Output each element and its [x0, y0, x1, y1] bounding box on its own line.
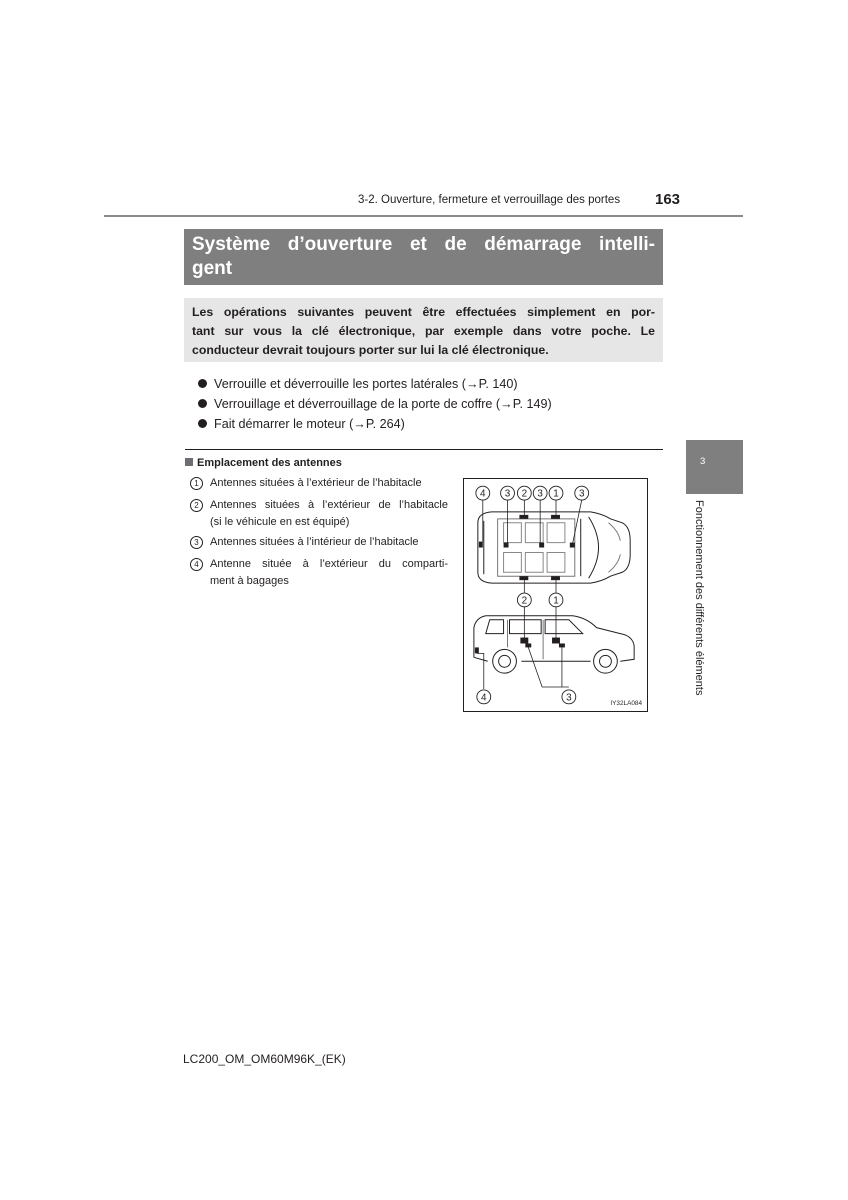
callout-number: 2: [521, 595, 528, 607]
page-title-line-2: gent: [192, 258, 233, 279]
chapter-number: 3: [700, 456, 706, 467]
diagram-middle-labels: [517, 593, 563, 607]
bullet-text: Verrouille et déverrouille les portes latérales (→P. 140): [214, 377, 518, 391]
callout-number: 2: [521, 488, 528, 500]
square-bullet-icon: [185, 458, 193, 466]
section-heading: [185, 457, 342, 469]
diagram-callout-label: [476, 486, 490, 500]
diagram-callout-label: [549, 593, 563, 607]
bullet-dot-icon: [198, 399, 207, 408]
antenna-list-item: [190, 556, 448, 590]
bullet-item: [198, 397, 552, 411]
circled-number-icon: 1: [190, 477, 203, 490]
chapter-tab: [686, 440, 743, 494]
intro-line-1: Les opérations suivantes peuvent être effectuées simplement en por-: [192, 305, 655, 319]
car-side-view: [474, 616, 634, 673]
page-title-box: [184, 229, 663, 285]
antenna-item-text: Antenne située à l’extérieur du comparti-: [210, 558, 448, 570]
antenna-item-text-2: (si le véhicule en est équipé): [210, 516, 350, 528]
callout-number: 4: [481, 692, 487, 704]
car-top-view: [478, 512, 630, 583]
bullet-text: Verrouillage et déverrouillage de la porte de coffre (→P. 149): [214, 397, 552, 411]
section-heading-text: Emplacement des antennes: [197, 457, 342, 469]
antenna-markers-side: [475, 638, 565, 654]
antenna-list-item: [190, 475, 448, 492]
antenna-item-text: Antennes situées à l’extérieur de l’habitacle: [210, 499, 448, 511]
page-number: 163: [655, 191, 681, 208]
antenna-item-text: Antennes situées à l’extérieur de l’habitacle: [210, 477, 422, 489]
diagram-callout-label: [562, 690, 576, 704]
diagram-bottom-labels: [477, 690, 576, 704]
callout-number: 4: [480, 488, 486, 500]
bullet-dot-icon: [198, 419, 207, 428]
antenna-item-text: Antennes situées à l’intérieur de l’habitacle: [210, 536, 419, 548]
callout-number: 3: [578, 488, 585, 500]
antenna-list-item: [190, 497, 448, 531]
bullet-item: [198, 417, 405, 431]
callout-number: 3: [566, 692, 572, 704]
intro-line-3: conducteur devrait toujours porter sur lui la clé électronique.: [192, 343, 549, 357]
antenna-item-text-2: ment à bagages: [210, 575, 289, 587]
bullet-item: [198, 377, 518, 391]
antenna-list-item: [190, 534, 448, 551]
callout-number: 3: [537, 488, 543, 500]
diagram-callout-label: [501, 486, 515, 500]
diagram-callout-label: [533, 486, 547, 500]
intro-box: [184, 298, 663, 362]
antenna-location-diagram: [463, 478, 648, 712]
page-title-line-1: Système d’ouverture et de démarrage intelli-: [192, 234, 655, 255]
callout-number: 1: [553, 595, 559, 607]
leader-lines-side: [477, 607, 569, 689]
footer-document-code: LC200_OM_OM60M96K_(EK): [183, 1052, 346, 1066]
diagram-callout-label: [517, 593, 531, 607]
diagram-top-labels: [476, 486, 589, 500]
chapter-side-label-wrap: [693, 500, 713, 710]
circled-number-icon: 2: [190, 499, 203, 512]
diagram-code: IY32LA084: [610, 699, 643, 707]
antenna-markers-top: [479, 515, 575, 580]
circled-number-icon: 3: [190, 536, 203, 549]
intro-line-2: tant sur vous la clé électronique, par exemple dans votre poche. Le: [192, 324, 655, 338]
chapter-side-label: Fonctionnement des différents éléments: [693, 500, 705, 696]
section-divider: [185, 449, 663, 450]
callout-number: 3: [504, 488, 511, 500]
diagram-callout-label: [517, 486, 531, 500]
header-section-title: 3-2. Ouverture, fermeture et verrouillage des portes: [358, 194, 621, 206]
bullet-text: Fait démarrer le moteur (→P. 264): [214, 417, 405, 431]
bullet-dot-icon: [198, 379, 207, 388]
callout-number: 1: [553, 488, 559, 500]
circled-number-icon: 4: [190, 558, 203, 571]
header-divider: [104, 215, 743, 217]
diagram-callout-label: [575, 486, 589, 500]
diagram-callout-label: [549, 486, 563, 500]
diagram-callout-label: [477, 690, 491, 704]
